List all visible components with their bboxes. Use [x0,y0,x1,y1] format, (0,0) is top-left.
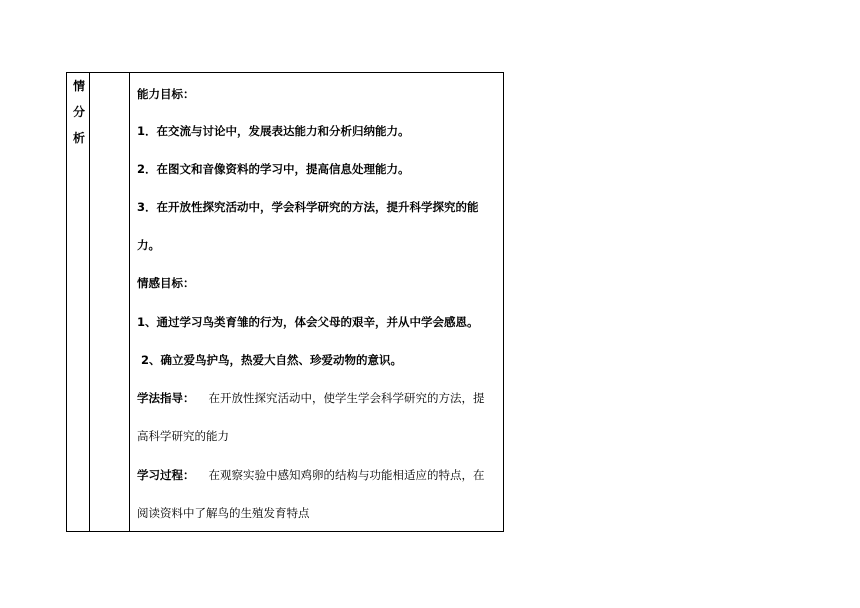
column-divider [89,73,90,531]
ability-item-2: 2．在图文和音像资料的学习中，提高信息处理能力。 [137,162,410,176]
ability-heading: 能力目标： [137,87,195,101]
emotion-item-1: 1、通过学习鸟类育雏的行为，体会父母的艰辛，并从中学会感恩。 [137,315,479,329]
process-text: 在观察实验中感知鸡卵的结构与功能相适应的特点，在 [208,468,485,482]
row-header-char: 情 [73,79,86,93]
objectives-cell [137,73,499,531]
process-line-1 [137,468,485,482]
ability-item-3-cont: 力。 [137,238,160,252]
emotion-heading: 情感目标： [137,276,195,290]
ability-item-3: 3．在开放性探究活动中，学会科学研究的方法，提升科学探究的能 [137,200,479,214]
ability-item-1: 1．在交流与讨论中，发展表达能力和分析归纳能力。 [137,124,410,138]
method-line-2: 高科学研究的能力 [137,429,229,443]
process-label: 学习过程： [137,468,195,482]
method-label: 学法指导： [137,391,195,405]
process-line-2: 阅读资料中了解鸟的生殖发育特点 [137,506,310,520]
column-divider [129,73,130,531]
method-line-1 [137,391,485,405]
lesson-plan-table [66,72,504,532]
method-text: 在开放性探究活动中，使学生学会科学研究的方法，提 [208,391,485,405]
row-header-char: 分 [73,105,86,119]
row-header-vertical [73,79,87,145]
row-header-char: 析 [73,131,86,145]
emotion-item-2: 2、确立爱鸟护鸟，热爱大自然、珍爱动物的意识。 [137,353,403,367]
